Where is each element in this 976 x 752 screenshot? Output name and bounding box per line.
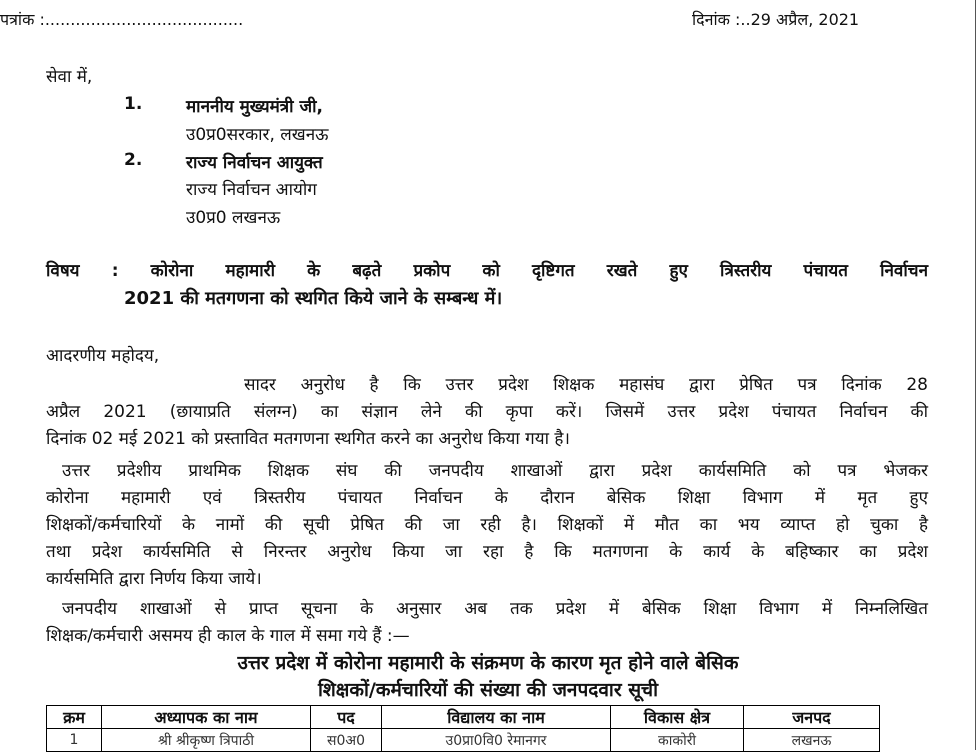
cell-district: लखनऊ bbox=[744, 729, 880, 752]
col-district: जनपद bbox=[744, 706, 880, 729]
paragraph-2-line-3: शिक्षकों/कर्मचारियों के नामों की सूची प्रेषित की जा रही है। शिक्षकों में मौत का भय व्याप्त हो चुका है bbox=[46, 515, 928, 535]
recipient-2-name: राज्य निर्वाचन आयुक्त bbox=[186, 153, 323, 173]
recipient-1-name: माननीय मुख्यमंत्री जी, bbox=[186, 97, 323, 117]
col-development-block: विकास क्षेत्र bbox=[611, 706, 744, 729]
paragraph-2-line-4: तथा प्रदेश कार्यसमिति से निरन्तर अनुरोध किया जा रहा है कि मतगणना के कार्य के बहिष्कार का प्रदेश bbox=[46, 542, 928, 562]
paragraph-3-line-1: जनपदीय शाखाओं से प्राप्त सूचना के अनुसार अब तक प्रदेश में बेसिक शिक्षा विभाग में निम्नलिखित bbox=[62, 599, 928, 619]
paragraph-3-line-2: शिक्षक/कर्मचारी असमय ही काल के गाल में समा गये हैं :— bbox=[46, 626, 410, 646]
table-header-row bbox=[47, 706, 880, 729]
paragraph-1-line-1: सादर अनुरोध है कि उत्तर प्रदेश शिक्षक महासंघ द्वारा प्रेषित पत्र दिनांक 28 bbox=[244, 375, 928, 395]
paragraph-2-line-1: उत्तर प्रदेशीय प्राथमिक शिक्षक संघ की जनपदीय शाखाओं द्वारा प्रदेश कार्यसमिति को पत्र भेजकर bbox=[62, 461, 928, 481]
list-title-line-1: उत्तर प्रदेश में कोरोना महामारी के संक्रमण के कारण मृत होने वाले बेसिक bbox=[237, 652, 739, 674]
greeting: आदरणीय महोदय, bbox=[46, 346, 160, 366]
subject-line-2: 2021 की मतगणना को स्थगित किये जाने के सम्बन्ध में। bbox=[124, 288, 503, 309]
cell-post: स0अ0 bbox=[311, 729, 382, 752]
paragraph-1-line-2: अप्रैल 2021 (छायाप्रति संलग्न) का संज्ञान लेने की कृपा करें। जिसमें उत्तर प्रदेश पंचायत निर्वाचन की bbox=[46, 402, 928, 422]
col-serial: क्रम bbox=[47, 706, 102, 729]
recipient-1-number: 1. bbox=[124, 94, 143, 114]
patrank-field: पत्रांक :....................................... bbox=[0, 10, 244, 29]
recipient-2-address-line-1: राज्य निर्वाचन आयोग bbox=[186, 180, 317, 200]
staff-table bbox=[46, 705, 880, 752]
col-post: पद bbox=[311, 706, 382, 729]
col-school-name: विद्यालय का नाम bbox=[382, 706, 611, 729]
paragraph-1-line-3: दिनांक 02 मई 2021 को प्रस्तावित मतगणना स्थगित करने का अनुरोध किया गया है। bbox=[46, 429, 570, 449]
paragraph-2-line-2: कोरोना महामारी एवं त्रिस्तरीय पंचायत निर्वाचन के दौरान बेसिक शिक्षा विभाग में मृत हुए bbox=[46, 488, 928, 508]
cell-school-name: उ0प्रा0वि0 रेमानगर bbox=[382, 729, 611, 752]
salutation: सेवा में, bbox=[46, 67, 93, 87]
col-teacher-name: अध्यापक का नाम bbox=[102, 706, 311, 729]
list-title-line-2: शिक्षकों/कर्मचारियों की संख्या की जनपदवार सूची bbox=[317, 679, 659, 701]
subject-line-1: विषय : कोरोना महामारी के बढ़ते प्रकोप को दृष्टिगत रखते हुए त्रिस्तरीय पंचायत निर्वाचन bbox=[46, 261, 928, 281]
paragraph-2-line-5: कार्यसमिति द्वारा निर्णय किया जाये। bbox=[46, 569, 262, 589]
letter-date: दिनांक :..29 अप्रैल, 2021 bbox=[692, 10, 860, 29]
recipient-1-address: उ0प्र0सरकार, लखनऊ bbox=[186, 125, 329, 145]
cell-development-block: काकोरी bbox=[611, 729, 744, 752]
recipient-2-address-line-2: उ0प्र0 लखनऊ bbox=[186, 208, 281, 228]
cell-teacher-name: श्री श्रीकृष्ण त्रिपाठी bbox=[102, 729, 311, 752]
table-row bbox=[47, 729, 880, 752]
cell-serial: 1 bbox=[47, 729, 102, 752]
recipient-2-number: 2. bbox=[124, 150, 143, 170]
